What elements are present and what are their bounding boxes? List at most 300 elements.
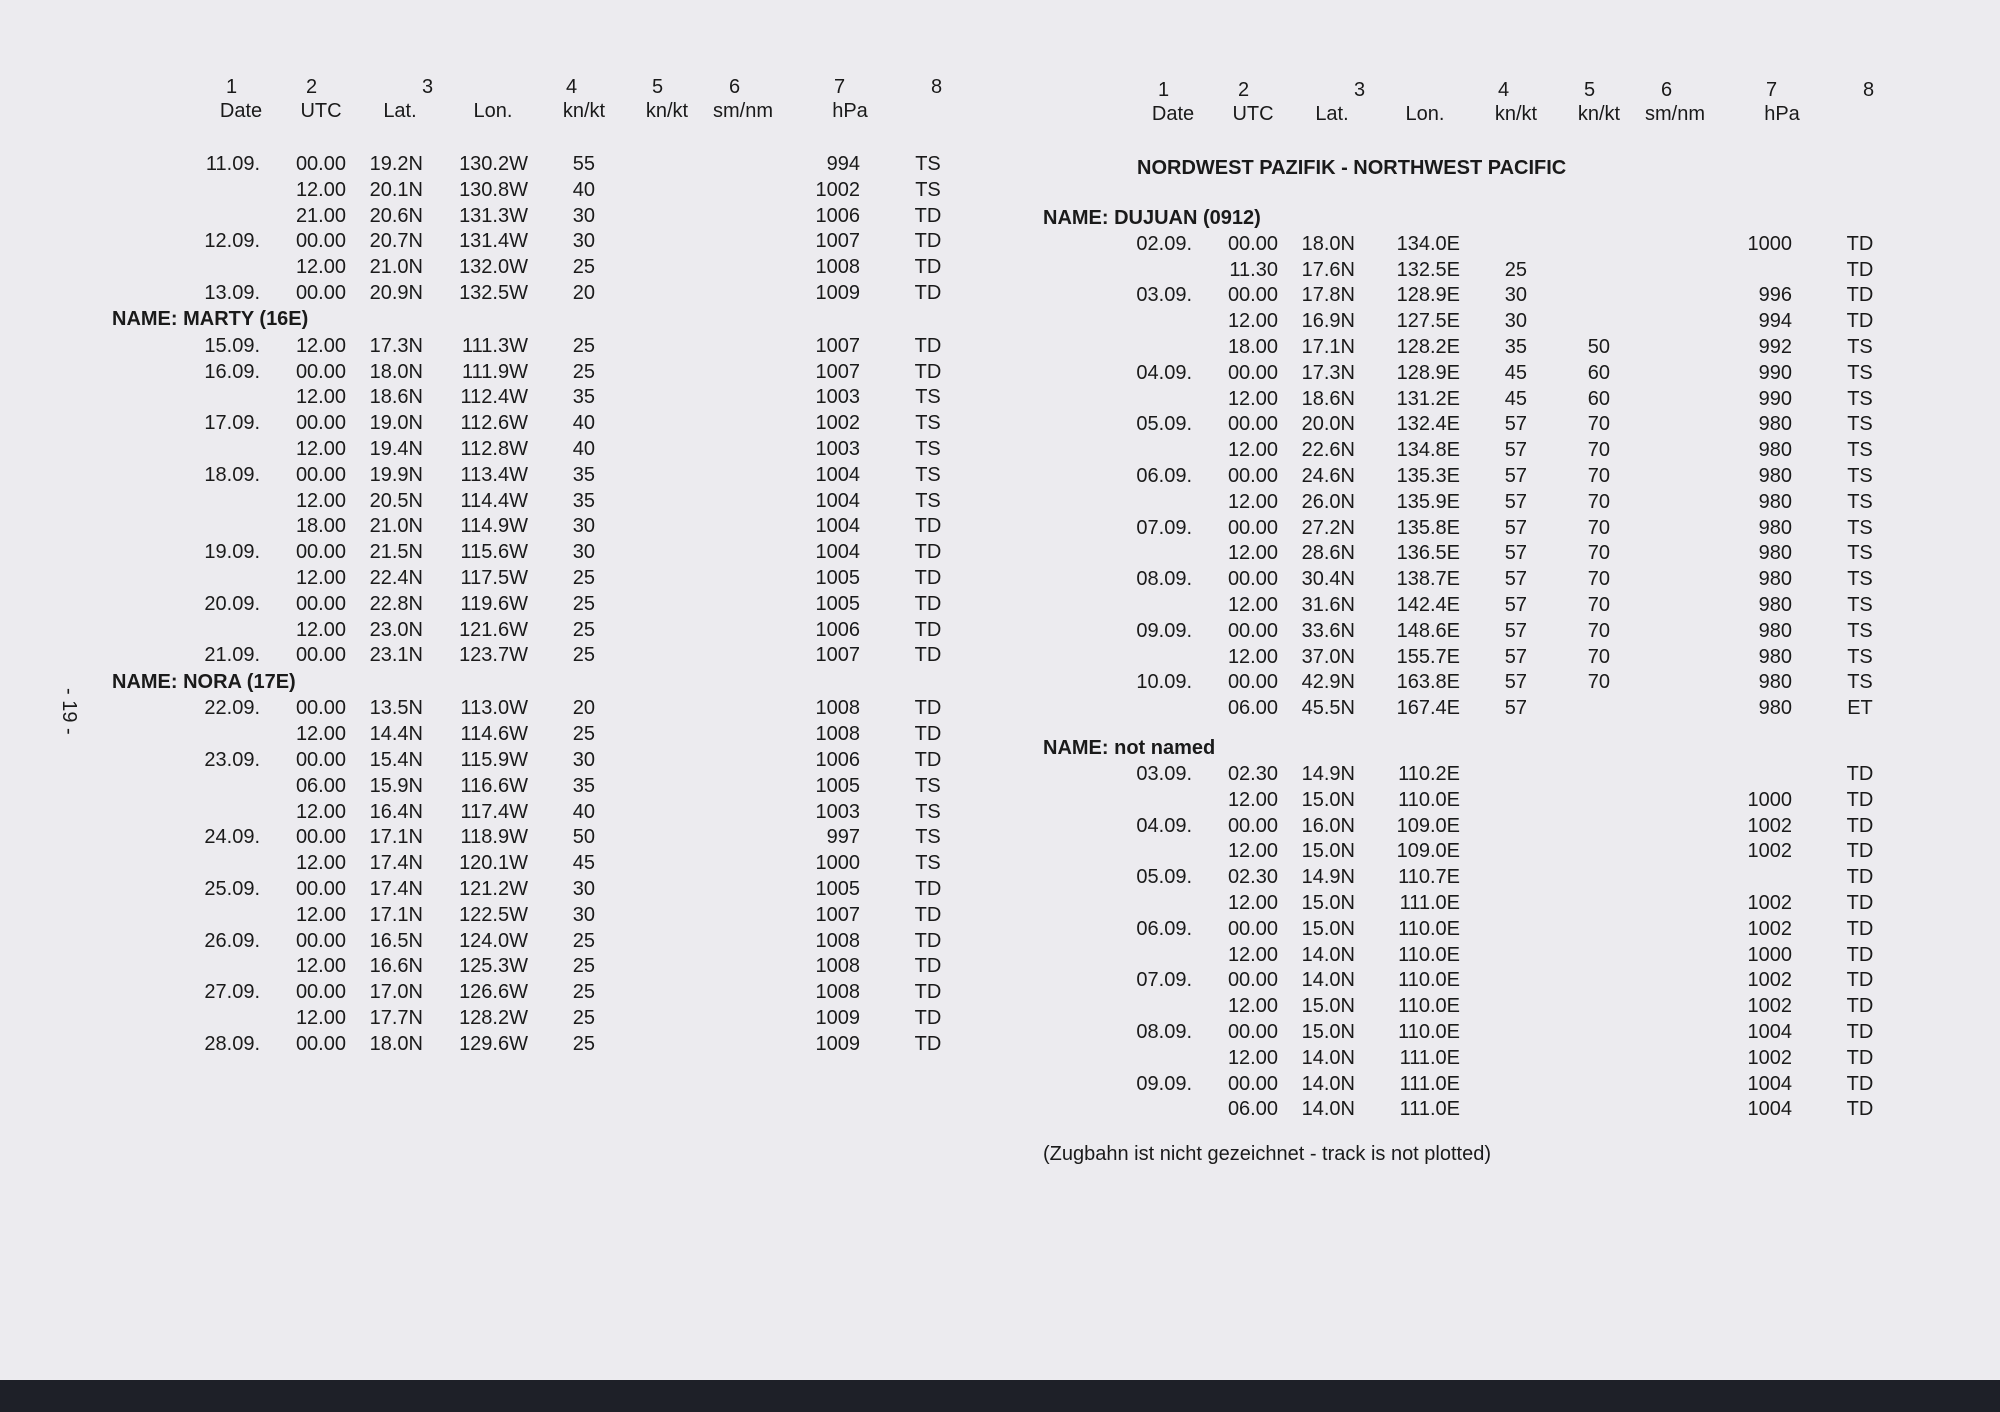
lat-cell: 45.5N xyxy=(1301,697,1355,720)
lon-cell: 111.0E xyxy=(1399,891,1460,914)
lat-cell: 15.4N xyxy=(369,748,423,771)
wind-kt-cell: 57 xyxy=(1504,439,1527,462)
utc-cell: 12.00 xyxy=(1227,542,1278,565)
column-number-header: 8 xyxy=(931,76,943,98)
lat-cell: 17.1N xyxy=(369,826,423,849)
wind-kt-cell: 57 xyxy=(1504,645,1527,668)
type-cell: TD xyxy=(1846,788,1874,811)
lon-cell: 120.1W xyxy=(459,852,528,875)
wind-kt-cell: 25 xyxy=(572,592,595,615)
type-cell: TD xyxy=(1846,943,1874,966)
gust-kt-cell: 70 xyxy=(1587,645,1610,668)
pressure-cell: 996 xyxy=(1758,284,1792,307)
type-cell: TD xyxy=(914,723,942,746)
lat-cell: 31.6N xyxy=(1301,594,1355,616)
table-row xyxy=(0,439,1873,465)
lon-cell: 148.6E xyxy=(1396,619,1460,642)
lon-cell: 128.9E xyxy=(1396,284,1460,307)
lon-cell: 136.5E xyxy=(1396,542,1460,565)
lon-cell: 119.6W xyxy=(460,592,528,615)
date-cell: 07.09. xyxy=(1136,969,1192,992)
column-number-header: 6 xyxy=(1661,79,1673,101)
pressure-cell: 1004 xyxy=(1747,1020,1792,1043)
pressure-cell: 1002 xyxy=(1747,917,1792,940)
wind-kt-cell: 57 xyxy=(1504,542,1527,565)
table-row xyxy=(0,179,1000,205)
type-cell: TS xyxy=(1847,516,1873,539)
date-cell: 20.09. xyxy=(204,592,260,615)
wind-kt-cell: 20 xyxy=(572,282,595,304)
lat-cell: 22.4N xyxy=(369,567,423,590)
lon-cell: 110.0E xyxy=(1398,969,1460,992)
lat-cell: 18.0N xyxy=(1301,232,1355,255)
type-cell: TD xyxy=(914,515,942,538)
lat-cell: 14.9N xyxy=(1301,762,1355,785)
lat-cell: 15.0N xyxy=(1301,891,1355,914)
pressure-cell: 1003 xyxy=(815,800,860,823)
table-row xyxy=(0,1098,1874,1124)
lon-cell: 122.5W xyxy=(459,903,528,926)
date-cell: 18.09. xyxy=(204,463,260,486)
type-cell: TD xyxy=(914,541,942,564)
date-cell: 21.09. xyxy=(204,644,260,667)
utc-cell: 12.00 xyxy=(295,438,346,461)
lon-cell: 135.8E xyxy=(1396,516,1460,539)
table-row xyxy=(0,465,1873,491)
table-row xyxy=(0,258,1874,285)
type-cell: TD xyxy=(914,256,942,279)
pressure-cell: 1007 xyxy=(815,644,860,667)
utc-cell: 00.00 xyxy=(295,1032,346,1055)
lon-cell: 132.5W xyxy=(459,282,528,304)
column-number-header: 1 xyxy=(226,76,238,98)
wind-kt-cell: 35 xyxy=(1504,336,1527,358)
wind-kt-cell: 45 xyxy=(572,852,595,875)
lon-cell: 111.0E xyxy=(1399,1072,1460,1095)
lat-cell: 14.0N xyxy=(1301,943,1355,966)
table-row xyxy=(0,1072,1874,1099)
pressure-cell: 1005 xyxy=(815,567,860,590)
date-cell: 25.09. xyxy=(204,877,260,900)
type-cell: TS xyxy=(1847,439,1873,462)
type-cell: TD xyxy=(914,360,942,383)
wind-kt-cell: 25 xyxy=(572,360,595,383)
utc-cell: 00.00 xyxy=(295,826,346,849)
lat-cell: 20.0N xyxy=(1301,413,1355,436)
table-row xyxy=(0,413,1873,439)
date-cell: 28.09. xyxy=(204,1032,260,1055)
lat-cell: 33.6N xyxy=(1301,619,1355,642)
date-cell: 09.09. xyxy=(1136,1072,1192,1095)
lon-cell: 110.0E xyxy=(1398,1020,1460,1043)
table-row xyxy=(0,387,1873,414)
table-row xyxy=(0,645,1873,672)
gust-kt-cell: 70 xyxy=(1587,490,1610,513)
type-cell: TD xyxy=(914,567,942,590)
lat-cell: 20.5N xyxy=(369,489,423,512)
type-cell: TD xyxy=(1846,1098,1874,1121)
lat-cell: 18.0N xyxy=(369,1032,423,1055)
lon-cell: 110.0E xyxy=(1398,943,1460,966)
lat-cell: 27.2N xyxy=(1301,516,1355,539)
lon-cell: 135.3E xyxy=(1396,465,1460,487)
table-row xyxy=(0,594,1873,620)
type-cell: TD xyxy=(914,955,942,978)
pressure-cell: 1004 xyxy=(815,541,860,564)
page-number: - 19 - xyxy=(58,688,80,735)
gust-kt-cell: 70 xyxy=(1587,516,1610,539)
pressure-cell: 1004 xyxy=(815,515,860,538)
column-number-header: 6 xyxy=(729,76,741,98)
type-cell: TD xyxy=(914,334,942,357)
gust-kt-cell: 60 xyxy=(1587,361,1610,384)
type-cell: TS xyxy=(915,438,941,461)
column-label-header: UTC xyxy=(1232,103,1274,125)
type-cell: TD xyxy=(914,1006,942,1029)
date-cell: 04.09. xyxy=(1136,361,1192,384)
table-row xyxy=(0,814,1874,841)
type-cell: TS xyxy=(1847,336,1873,358)
date-cell: 11.09. xyxy=(205,153,260,175)
lat-cell: 19.2N xyxy=(369,153,423,175)
pressure-cell: 1007 xyxy=(815,360,860,383)
pressure-cell: 1009 xyxy=(815,1006,860,1029)
lat-cell: 23.0N xyxy=(369,618,423,641)
type-cell: TS xyxy=(1847,671,1873,694)
lon-cell: 128.2W xyxy=(459,1006,528,1029)
type-cell: TD xyxy=(914,877,942,900)
pressure-cell: 1005 xyxy=(815,877,860,900)
utc-cell: 12.00 xyxy=(295,334,346,357)
wind-kt-cell: 57 xyxy=(1504,516,1527,539)
table-row xyxy=(0,840,1874,866)
wind-kt-cell: 40 xyxy=(572,412,595,435)
table-row xyxy=(0,619,1873,646)
type-cell: ET xyxy=(1847,697,1873,720)
storm-name: NAME: MARTY (16E) xyxy=(112,308,309,331)
table-row xyxy=(0,568,1873,594)
table-row xyxy=(0,336,1873,362)
pressure-cell: 1008 xyxy=(815,929,860,952)
type-cell: TD xyxy=(1846,866,1874,889)
lat-cell: 17.6N xyxy=(1301,258,1355,281)
column-label-header: kn/kt xyxy=(645,100,689,122)
lat-cell: 22.6N xyxy=(1301,439,1355,462)
utc-cell: 06.00 xyxy=(1227,1098,1278,1121)
lat-cell: 13.5N xyxy=(369,697,423,720)
type-cell: TD xyxy=(914,903,942,926)
type-cell: TD xyxy=(1846,840,1874,863)
lat-cell: 23.1N xyxy=(369,644,423,667)
lon-cell: 128.2E xyxy=(1396,336,1460,358)
utc-cell: 00.00 xyxy=(295,981,346,1004)
table-row xyxy=(0,723,1000,749)
date-cell: 09.09. xyxy=(1136,619,1192,642)
lat-cell: 16.4N xyxy=(369,800,423,823)
type-cell: TS xyxy=(915,178,941,201)
column-label-header: kn/kt xyxy=(1577,103,1621,125)
column-label-header: sm/nm xyxy=(1645,103,1705,125)
wind-kt-cell: 25 xyxy=(572,929,595,952)
utc-cell: 02.30 xyxy=(1227,762,1278,785)
date-cell: 19.09. xyxy=(204,541,260,564)
wind-kt-cell: 20 xyxy=(572,697,595,720)
date-cell: 27.09. xyxy=(204,981,260,1004)
lat-cell: 16.6N xyxy=(369,955,423,978)
lon-cell: 131.2E xyxy=(1396,387,1460,410)
lat-cell: 19.4N xyxy=(369,438,423,461)
type-cell: TD xyxy=(1846,1046,1874,1069)
lon-cell: 142.4E xyxy=(1396,594,1460,616)
table-row xyxy=(0,310,1874,336)
lat-cell: 17.3N xyxy=(369,334,423,357)
pressure-cell: 1002 xyxy=(1747,891,1792,914)
utc-cell: 00.00 xyxy=(295,877,346,900)
pressure-cell: 1008 xyxy=(815,256,860,279)
table-row xyxy=(0,762,1874,789)
column-number-header: 7 xyxy=(1766,79,1778,101)
column-label-header: kn/kt xyxy=(562,100,606,122)
wind-kt-cell: 57 xyxy=(1504,490,1527,513)
lat-cell: 30.4N xyxy=(1301,568,1355,591)
lon-cell: 135.9E xyxy=(1396,490,1460,513)
wind-kt-cell: 35 xyxy=(572,774,595,797)
lon-cell: 113.0W xyxy=(460,697,528,720)
lon-cell: 131.4W xyxy=(459,230,528,253)
pressure-cell: 1006 xyxy=(815,204,860,227)
type-cell: TD xyxy=(1846,995,1874,1018)
utc-cell: 00.00 xyxy=(295,644,346,667)
pressure-cell: 1002 xyxy=(815,178,860,201)
column-number-header: 5 xyxy=(652,76,664,98)
pressure-cell: 1002 xyxy=(1747,995,1792,1018)
column-label-header: Lat. xyxy=(383,100,417,122)
pressure-cell: 980 xyxy=(1758,516,1792,539)
lon-cell: 131.3W xyxy=(459,204,528,227)
date-cell: 23.09. xyxy=(204,748,260,771)
type-cell: TD xyxy=(1846,258,1874,281)
column-label-header: hPa xyxy=(832,100,868,122)
wind-kt-cell: 30 xyxy=(1504,284,1527,307)
lat-cell: 17.8N xyxy=(1301,284,1355,307)
wind-kt-cell: 40 xyxy=(572,800,595,823)
wind-kt-cell: 57 xyxy=(1504,619,1527,642)
utc-cell: 12.00 xyxy=(295,618,346,641)
date-cell: 06.09. xyxy=(1136,465,1192,487)
type-cell: TD xyxy=(914,644,942,667)
type-cell: TD xyxy=(1846,917,1874,940)
lat-cell: 15.0N xyxy=(1301,995,1355,1018)
lat-cell: 17.1N xyxy=(369,903,423,926)
table-row xyxy=(0,697,1873,723)
type-cell: TD xyxy=(1846,891,1874,914)
gust-kt-cell: 70 xyxy=(1587,594,1610,616)
lat-cell: 28.6N xyxy=(1301,542,1355,565)
wind-kt-cell: 35 xyxy=(572,463,595,486)
footnote: (Zugbahn ist nicht gezeichnet - track is not plotted) xyxy=(1043,1143,1492,1166)
pressure-cell: 980 xyxy=(1758,439,1792,462)
utc-cell: 00.00 xyxy=(295,592,346,615)
pressure-cell: 980 xyxy=(1758,413,1792,436)
lon-cell: 111.3W xyxy=(462,334,528,357)
utc-cell: 12.00 xyxy=(295,800,346,823)
table-row xyxy=(0,995,1874,1021)
lat-cell: 22.8N xyxy=(369,592,423,615)
lat-cell: 20.6N xyxy=(369,204,423,227)
pressure-cell: 990 xyxy=(1758,387,1792,410)
pressure-cell: 1003 xyxy=(815,386,860,409)
lat-cell: 16.0N xyxy=(1301,814,1355,837)
type-cell: TD xyxy=(1846,1020,1874,1043)
lon-cell: 114.6W xyxy=(460,723,528,746)
pressure-cell: 990 xyxy=(1758,361,1792,384)
lat-cell: 17.4N xyxy=(369,852,423,875)
column-number-header: 7 xyxy=(834,76,846,98)
date-cell: 08.09. xyxy=(1136,1020,1192,1043)
lat-cell: 18.0N xyxy=(369,360,423,383)
pressure-cell: 1004 xyxy=(1747,1098,1792,1121)
pressure-cell: 1004 xyxy=(815,463,860,486)
utc-cell: 00.00 xyxy=(1227,814,1278,837)
lat-cell: 17.7N xyxy=(369,1006,423,1029)
table-row xyxy=(0,516,1873,543)
utc-cell: 00.00 xyxy=(1227,516,1278,539)
pressure-cell: 980 xyxy=(1758,697,1792,720)
lon-cell: 112.8W xyxy=(460,438,528,461)
date-cell: 22.09. xyxy=(204,697,260,720)
column-number-header: 2 xyxy=(306,76,318,98)
type-cell: TD xyxy=(914,1032,942,1055)
type-cell: TS xyxy=(915,852,941,875)
utc-cell: 18.00 xyxy=(295,515,346,538)
lon-cell: 134.0E xyxy=(1396,232,1460,255)
column-label-header: UTC xyxy=(300,100,342,122)
table-row xyxy=(0,1020,1874,1047)
lon-cell: 110.7E xyxy=(1398,866,1460,889)
pressure-cell: 980 xyxy=(1758,542,1792,565)
wind-kt-cell: 30 xyxy=(572,748,595,771)
date-cell: 05.09. xyxy=(1136,866,1192,889)
column-label-header: Date xyxy=(1151,103,1195,125)
storm-name: NAME: DUJUAN (0912) xyxy=(1043,207,1261,229)
utc-cell: 12.00 xyxy=(1227,840,1278,863)
date-cell: 16.09. xyxy=(204,360,260,383)
lat-cell: 18.6N xyxy=(369,386,423,409)
lat-cell: 24.6N xyxy=(1301,465,1355,487)
lat-cell: 20.9N xyxy=(369,282,423,304)
lon-cell: 130.2W xyxy=(459,153,528,175)
type-cell: TS xyxy=(915,774,941,797)
utc-cell: 12.00 xyxy=(1227,594,1278,616)
column-number-header: 4 xyxy=(1498,79,1510,101)
wind-kt-cell: 45 xyxy=(1504,361,1527,384)
utc-cell: 12.00 xyxy=(1227,891,1278,914)
utc-cell: 00.00 xyxy=(295,360,346,383)
gust-kt-cell: 70 xyxy=(1587,671,1610,694)
utc-cell: 00.00 xyxy=(295,282,346,304)
type-cell: TD xyxy=(1846,232,1874,255)
lon-cell: 110.0E xyxy=(1398,788,1460,811)
column-number-header: 1 xyxy=(1158,79,1170,101)
lon-cell: 124.0W xyxy=(459,929,528,952)
date-cell: 15.09. xyxy=(204,334,260,357)
utc-cell: 12.00 xyxy=(1227,788,1278,811)
lon-cell: 130.8W xyxy=(459,178,528,201)
column-label-header: kn/kt xyxy=(1494,103,1538,125)
lon-cell: 111.9W xyxy=(462,360,528,383)
wind-kt-cell: 57 xyxy=(1504,671,1527,694)
lat-cell: 21.5N xyxy=(369,541,423,564)
utc-cell: 00.00 xyxy=(1227,361,1278,384)
utc-cell: 00.00 xyxy=(295,697,346,720)
gust-kt-cell: 70 xyxy=(1587,465,1610,487)
gust-kt-cell: 70 xyxy=(1587,568,1610,591)
type-cell: TD xyxy=(914,592,942,615)
table-row xyxy=(0,361,1873,388)
utc-cell: 00.00 xyxy=(1227,969,1278,992)
lat-cell: 14.0N xyxy=(1301,1072,1355,1095)
date-cell: 10.09. xyxy=(1136,671,1192,694)
type-cell: TS xyxy=(915,386,941,409)
lon-cell: 129.6W xyxy=(459,1032,528,1055)
utc-cell: 00.00 xyxy=(295,463,346,486)
lon-cell: 115.6W xyxy=(460,541,528,564)
lon-cell: 111.0E xyxy=(1399,1098,1460,1121)
lon-cell: 125.3W xyxy=(459,955,528,978)
wind-kt-cell: 57 xyxy=(1504,465,1527,487)
wind-kt-cell: 30 xyxy=(572,903,595,926)
utc-cell: 02.30 xyxy=(1227,866,1278,889)
utc-cell: 12.00 xyxy=(1227,1046,1278,1069)
date-cell: 05.09. xyxy=(1136,413,1192,436)
pressure-cell: 980 xyxy=(1758,568,1792,591)
pressure-cell: 980 xyxy=(1758,594,1792,616)
gust-kt-cell: 50 xyxy=(1587,336,1610,358)
lon-cell: 155.7E xyxy=(1396,645,1460,668)
utc-cell: 12.00 xyxy=(295,955,346,978)
lon-cell: 167.4E xyxy=(1396,697,1460,720)
lon-cell: 112.6W xyxy=(460,412,528,435)
column-label-header: sm/nm xyxy=(713,100,773,122)
table-row xyxy=(0,917,1874,944)
pressure-cell: 1007 xyxy=(815,230,860,253)
pressure-cell: 1009 xyxy=(815,282,860,304)
lat-cell: 37.0N xyxy=(1301,645,1355,668)
gust-kt-cell: 60 xyxy=(1587,387,1610,410)
lon-cell: 116.6W xyxy=(460,774,528,797)
utc-cell: 12.00 xyxy=(295,567,346,590)
lat-cell: 14.0N xyxy=(1301,1098,1355,1121)
date-cell: 17.09. xyxy=(204,412,260,435)
table-row xyxy=(0,969,1874,995)
utc-cell: 00.00 xyxy=(1227,1072,1278,1095)
date-cell: 03.09. xyxy=(1136,284,1192,307)
type-cell: TS xyxy=(915,826,941,849)
utc-cell: 00.00 xyxy=(295,929,346,952)
type-cell: TD xyxy=(1846,969,1874,992)
lon-cell: 138.7E xyxy=(1396,568,1460,591)
lon-cell: 109.0E xyxy=(1396,814,1460,837)
pressure-cell: 1004 xyxy=(815,489,860,512)
utc-cell: 11.30 xyxy=(1229,258,1278,281)
lon-cell: 132.0W xyxy=(459,256,528,279)
type-cell: TD xyxy=(914,748,942,771)
utc-cell: 12.00 xyxy=(1227,995,1278,1018)
wind-kt-cell: 25 xyxy=(572,334,595,357)
utc-cell: 06.00 xyxy=(1227,697,1278,720)
wind-kt-cell: 30 xyxy=(572,515,595,538)
table-row xyxy=(0,205,1000,231)
